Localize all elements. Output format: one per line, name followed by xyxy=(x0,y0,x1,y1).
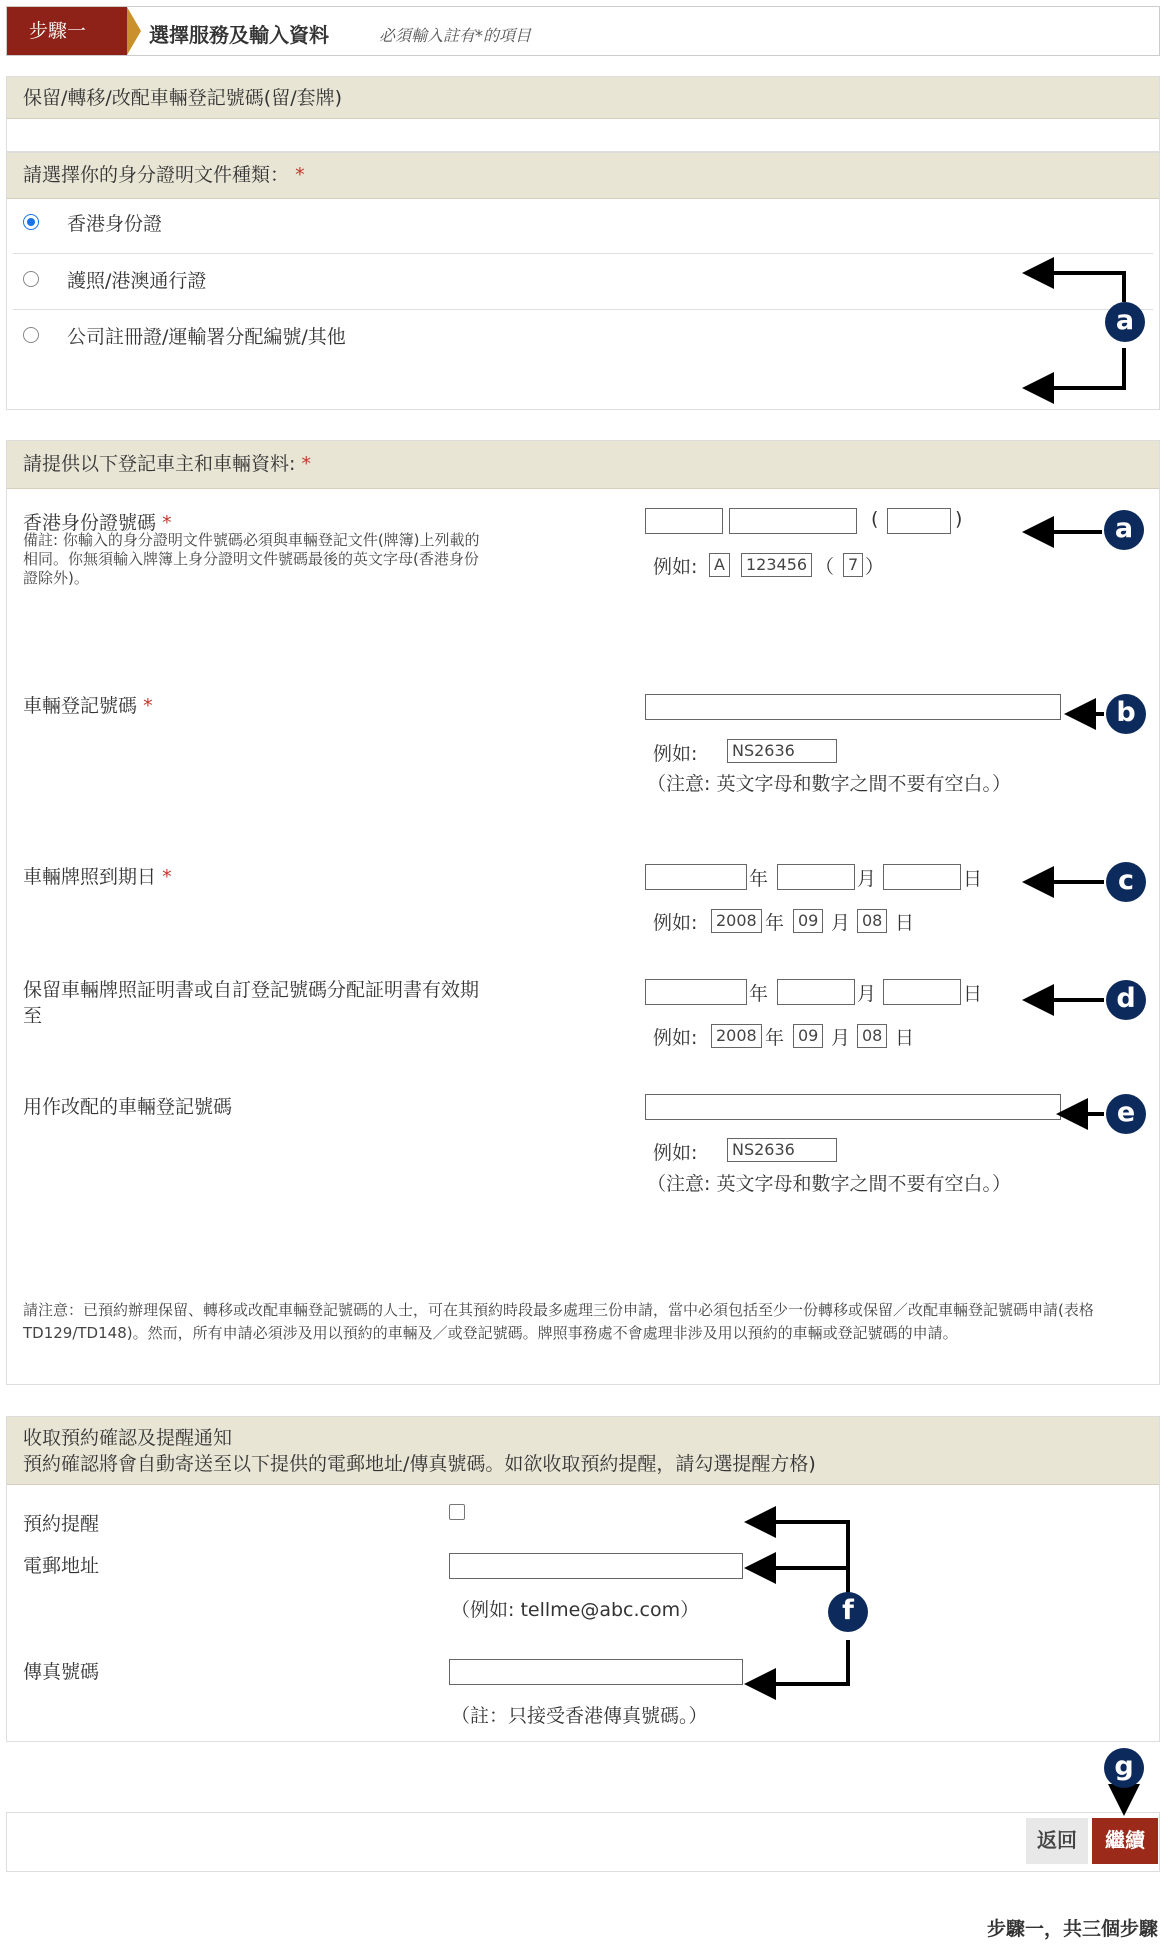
callout-c-badge: c xyxy=(1106,862,1146,902)
month-unit: 月 xyxy=(831,1027,851,1049)
month-unit: 月 xyxy=(857,983,877,1005)
year-unit: 年 xyxy=(765,1027,785,1049)
day-unit: 日 xyxy=(963,983,983,1005)
hkid-check-digit-input[interactable] xyxy=(887,508,951,534)
cert-expiry-year-input[interactable] xyxy=(645,979,747,1005)
example-month: 09 xyxy=(793,1024,823,1048)
option-hkid-label: 香港身份證 xyxy=(67,213,163,235)
callout-a-badge: a xyxy=(1105,302,1145,342)
reg-no-label-text: 車輛登記號碼 xyxy=(23,695,138,717)
cert-expiry-day-input[interactable] xyxy=(883,979,961,1005)
month-unit: 月 xyxy=(831,912,851,934)
licence-expiry-day-input[interactable] xyxy=(883,864,961,890)
required-mark: * xyxy=(162,866,172,888)
divider xyxy=(13,309,1153,310)
owner-panel xyxy=(6,440,1160,1385)
button-bar xyxy=(6,1812,1160,1872)
reg-no-example-label: 例如: xyxy=(653,743,698,765)
hkid-open-paren: ( xyxy=(871,508,879,530)
reg-no-input[interactable] xyxy=(645,694,1061,720)
option-company-label: 公司註冊證/運輸署分配編號/其他 xyxy=(67,326,346,348)
step-header xyxy=(6,6,1160,56)
year-unit: 年 xyxy=(749,983,769,1005)
hkid-close-paren: ) xyxy=(955,508,963,530)
cert-expiry-month-input[interactable] xyxy=(777,979,855,1005)
email-hint: （例如: tellme@abc.com） xyxy=(451,1599,700,1621)
email-input[interactable] xyxy=(449,1553,743,1579)
required-mark: * xyxy=(143,695,153,717)
required-mark: * xyxy=(162,512,172,534)
hkid-example-prefix: A xyxy=(709,553,730,577)
day-unit: 日 xyxy=(963,868,983,890)
radio-company[interactable] xyxy=(23,327,39,343)
hkid-example-label: 例如: xyxy=(653,556,698,578)
year-unit: 年 xyxy=(749,868,769,890)
reg-no-note: （注意: 英文字母和數字之間不要有空白。） xyxy=(647,773,1011,795)
callout-f-badge: f xyxy=(828,1592,868,1632)
notify-heading-text: 收取預約確認及提醒通知 xyxy=(23,1427,233,1449)
service-title-text: 保留/轉移/改配車輛登記號碼(留/套牌) xyxy=(23,87,343,109)
hkid-example-digit: 7 xyxy=(843,553,863,577)
reassign-no-label: 用作改配的車輛登記號碼 xyxy=(23,1096,233,1118)
example-day: 08 xyxy=(857,909,887,933)
reg-no-example: NS2636 xyxy=(727,739,837,763)
callout-g-badge: g xyxy=(1104,1748,1144,1788)
day-unit: 日 xyxy=(895,912,915,934)
hkid-note: 備註: 你輸入的身分證明文件號碼必須與車輛登記文件(牌簿)上列載的相同。你無須輸入牌簿上身分證明文件號碼最後的英文字母(香港身份證除外)。 xyxy=(23,531,480,587)
licence-expiry-year-input[interactable] xyxy=(645,864,747,890)
fax-label: 傳真號碼 xyxy=(23,1661,100,1683)
service-title xyxy=(7,77,1159,119)
id-type-heading xyxy=(7,153,1159,199)
example-year: 2008 xyxy=(711,909,762,933)
licence-expiry-month-input[interactable] xyxy=(777,864,855,890)
id-type-heading-text: 請選擇你的身分證明文件種類： xyxy=(23,164,290,186)
cert-expiry-example-label: 例如: xyxy=(653,1027,698,1049)
fax-hint: （註：只接受香港傳真號碼。） xyxy=(451,1705,708,1727)
radio-passport[interactable] xyxy=(23,271,39,287)
hkid-prefix-input[interactable] xyxy=(645,508,723,534)
required-note: 必須輸入註有*的項目 xyxy=(379,26,532,45)
reassign-example-label: 例如: xyxy=(653,1142,698,1164)
reminder-checkbox[interactable] xyxy=(449,1504,465,1520)
hkid-number-input[interactable] xyxy=(729,508,857,534)
callout-b-badge: b xyxy=(1106,694,1146,734)
fax-input[interactable] xyxy=(449,1659,743,1685)
hkid-example-open: （ xyxy=(815,556,835,578)
hkid-example-close: ） xyxy=(865,556,885,578)
step-arrow-icon xyxy=(127,7,141,55)
reassign-example: NS2636 xyxy=(727,1138,837,1162)
licence-expiry-label xyxy=(23,862,172,889)
example-month: 09 xyxy=(793,909,823,933)
required-mark: * xyxy=(301,453,311,475)
required-mark: * xyxy=(295,164,305,186)
example-day: 08 xyxy=(857,1024,887,1048)
email-label: 電郵地址 xyxy=(23,1555,100,1577)
licence-expiry-label-text: 車輛牌照到期日 xyxy=(23,866,157,888)
step-progress: 步驟一，共三個步驟 xyxy=(986,1918,1158,1940)
licence-expiry-example-label: 例如: xyxy=(653,912,698,934)
booking-notice: 請注意：已預約辦理保留、轉移或改配車輛登記號碼的人士，可在其預約時段最多處理三份申請，當中必須包括至少一份轉移或保留／改配車輛登記號碼申請(表格TD129/TD148)。然而，所有申請必須涉及用以預約的車輛及／或登記號碼。牌照事務處不會處理非涉及用以預約的車輛或登記號碼的申請。 xyxy=(23,1301,1094,1342)
reassign-note: （注意: 英文字母和數字之間不要有空白。） xyxy=(647,1173,1011,1195)
option-passport-label: 護照/港澳通行證 xyxy=(67,270,207,292)
id-type-panel xyxy=(6,152,1160,410)
owner-heading-text: 請提供以下登記車主和車輛資料: xyxy=(23,453,296,475)
reassign-no-input[interactable] xyxy=(645,1094,1061,1120)
callout-e-badge: e xyxy=(1106,1094,1146,1134)
year-unit: 年 xyxy=(765,912,785,934)
notify-heading xyxy=(7,1417,1159,1485)
continue-button[interactable]: 繼續 xyxy=(1092,1818,1158,1864)
owner-heading xyxy=(7,441,1159,489)
month-unit: 月 xyxy=(857,868,877,890)
hkid-label-text: 香港身份證號碼 xyxy=(23,512,157,534)
cert-expiry-label: 保留車輛牌照証明書或自訂登記號碼分配証明書有效期至 xyxy=(23,979,480,1027)
day-unit: 日 xyxy=(895,1027,915,1049)
back-button[interactable]: 返回 xyxy=(1026,1818,1088,1864)
notify-panel xyxy=(6,1416,1160,1742)
step-title: 選擇服務及輸入資料 xyxy=(149,23,329,47)
callout-a-badge: a xyxy=(1104,510,1144,550)
example-year: 2008 xyxy=(711,1024,762,1048)
service-panel xyxy=(6,76,1160,152)
reminder-label: 預約提醒 xyxy=(23,1513,100,1535)
reg-no-label xyxy=(23,691,153,718)
hkid-example-number: 123456 xyxy=(741,553,812,577)
divider xyxy=(13,253,1153,254)
callout-d-badge: d xyxy=(1106,980,1146,1020)
radio-hkid[interactable] xyxy=(23,214,39,230)
notify-subheading: 預約確認將會自動寄送至以下提供的電郵地址/傳真號碼。如欲收取預約提醒，請勾選提醒方格) xyxy=(23,1453,816,1475)
step-tag: 步驟一 xyxy=(7,7,127,55)
